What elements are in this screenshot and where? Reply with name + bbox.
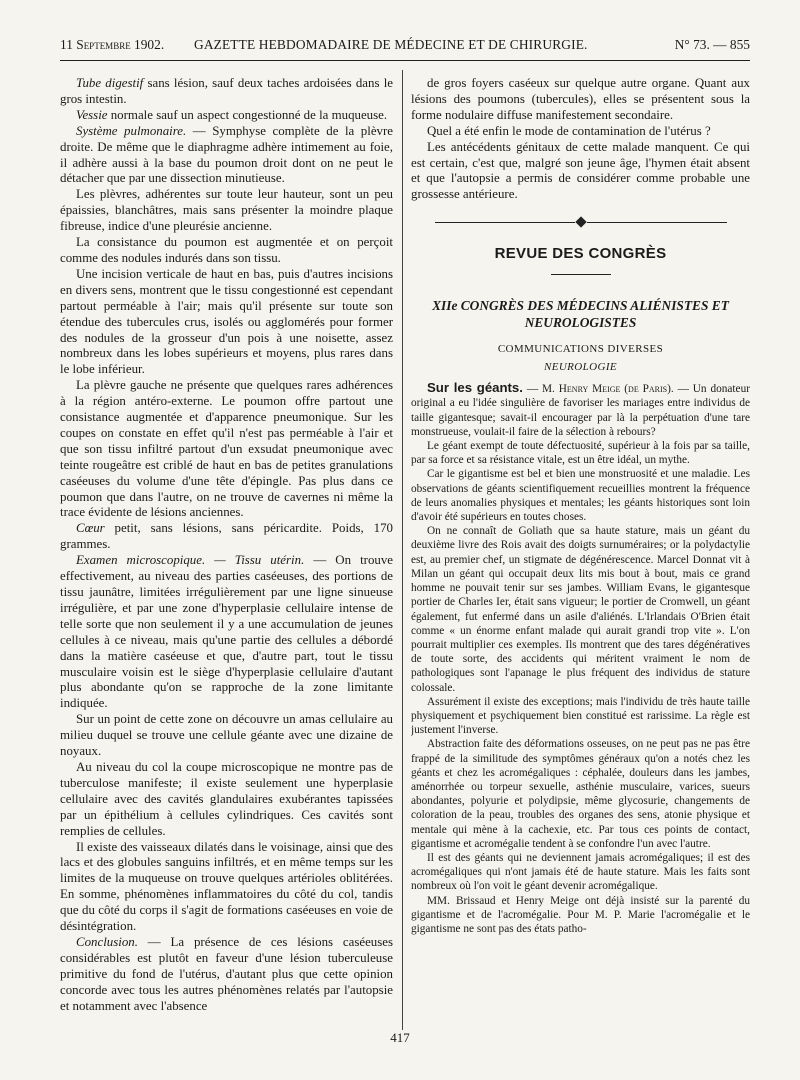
header-issue-number: N° 73. — 855 — [674, 37, 750, 52]
paragraph — [60, 235, 393, 267]
paragraph — [60, 76, 393, 108]
section-title: REVUE DES CONGRÈS — [494, 245, 667, 263]
article-body — [411, 381, 750, 936]
running-header — [60, 34, 750, 56]
page-number: 417 — [390, 1030, 410, 1045]
ornament-line — [435, 222, 575, 223]
paragraph-text: La consistance du poumon est augmentée et on perçoit comme des nodules indurés dans son tissu. — [60, 235, 393, 265]
paragraph-text: — Symphyse complète de la plèvre droite. De même que le diaphragme adhère intimement au foie, il adhère aussi à la base du poumon droit dont on ne peut le détacher que par une dissection minutieuse. — [60, 123, 393, 186]
paragraph: On ne connaît de Goliath que sa haute stature, mais un géant du deuxième livre des Rois avait des doigts surnuméraires; or la polydactylie est, au premier chef, un stigmate de dégénérescence. Marcel Donnat vit à Milan un géant qui occupait deux lits mis bout à bout, mais ce grand homme ne pouvait tenir sur ses jambes. William Evans, le gigantesque portier de Charles Ier, était sans vigueur; le portier de Cromwell, un géant également, fut enfermé dans un asile d'aliénés. L'Irlandais O'Brien était comme « un énorme enfant malade qui aurait grandi trop vite ». L'on pourrait multiplier ces exemples. Ils montrent que des tares dégénératives de toute sorte, des accidents qui méritent vraiment le nom de pathologiques sont l'apanage le plus fréquent des individus de stature colossale. — [411, 525, 750, 694]
header-date: 11 Septembre 1902. — [60, 37, 165, 52]
column-divider — [402, 70, 403, 1030]
paragraph: Quel a été enfin le mode de contamination de l'utérus ? — [427, 123, 711, 138]
right-column — [411, 76, 750, 1046]
paragraph-lead: Examen microscopique. — Tissu utérin. — [76, 553, 305, 568]
title-rule — [551, 274, 611, 275]
paragraph: de gros foyers caséeux sur quelque autre organe. Quant aux lésions des poumons (tubercules), elles se présentent sous la forme nodulaire diffuse manifestement secondaire. — [411, 76, 750, 122]
paragraph-lead: Système pulmonaire. — [76, 123, 187, 138]
paragraph — [60, 553, 393, 712]
paragraph-text: Au niveau du col la coupe microscopique ne montre pas de tuberculose manifeste; il existe seulement une hyperplasie cellulaire avec des cavités glandulaires exubérantes tapissées par un épithélium à cellules cylindriques. Ces cavités sont remplies de cellules. — [60, 759, 393, 838]
subsection-heading: NEUROLOGIE — [543, 361, 618, 374]
communications-heading: COMMUNICATIONS DIVERSES — [497, 343, 664, 356]
paragraph-lead: Tube digestif — [76, 76, 144, 90]
paragraph-text: normale sauf un aspect congestionné de la muqueuse. — [107, 107, 388, 122]
paragraph: Abstraction faite des déformations osseuses, on ne peut pas ne pas être frappé de la similitude des symptômes généraux qu'on a notés chez les géants et chez les acromégaliques : céphalée, douleurs dans les jambes, aménorrhée ou torpeur sexuelle, asthénie musculaire, varices, sueurs abondantes, polyurie et polydipsie, même glycosurie, changements de coloration de la peau, troubles des organes des sens, atonie physique et mentale qui mène à la cachexie, etc. Par tous ces points de contact, gigantisme et acromégalie tendent à se confondre l'un avec l'autre. — [411, 738, 750, 850]
paragraph: Car le gigantisme est bel et bien une monstruosité et une maladie. Les observations de géants scientifiquement recueillies montrent la fréquence de leurs anomalies physiques et mentales; les géants historiques sont loin d'avoir été supérieurs en toutes choses. — [411, 468, 750, 524]
article-author: — M. Henry Meige (de Paris). — — [522, 383, 693, 396]
paragraph-text: Une incision verticale de haut en bas, puis d'autres incisions en divers sens, montrent que le tissu congestionné est cependant partout perméable à l'air; mais qu'il présente sur toute son étendue des tubercules crus, isolés ou agglomérés pour former des nodules de la grosseur d'un pois à une noisette, assez nombreux dans les lobes supérieurs et moyens, plus rares dans le lobe inférieur. — [60, 266, 393, 377]
paragraph-text: Sur un point de cette zone on découvre un amas cellulaire au milieu duquel se trouve une cellule géante avec une dizaine de noyaux. — [60, 712, 393, 759]
paragraph — [60, 712, 393, 760]
paragraph: MM. Brissaud et Henry Meige ont déjà insisté sur la parenté du gigantisme et de l'acromégalie. Pour M. P. Marie l'acromégalie et le gigantisme ne sont pas des états patho- — [411, 894, 750, 935]
paragraph: Assurément il existe des exceptions; mais l'individu de très haute taille physiquement et psychiquement bien constitué est rarissime. La règle est justement l'inverse. — [411, 695, 750, 737]
paragraph-text: — On trouve effectivement, au niveau des parties caséeuses, des portions de tissu jaunâtre, limitées irrégulièrement par une ligne sinueuse irrégulière, et par une zone d'hyperplasie cellulaire intense de telle sorte que non seulement il y a une accumulation de jeunes cellules à ce niveau, mais qu'une partie des cellules a débordé dans la matière caséeuse et que, d'autre part, tout le tissu musculaire voisin est le siège d'hyperplasie cellulaire d'autant plus abondante qu'on se rapproche de la zone limitante indiquée. — [60, 553, 393, 711]
paragraph-text: Un donateur original a eu l'idée singulière de favoriser les mariages entre individus de taille gigantesque; savait-il encourager par là la perpétuation d'une tare monstrueuse, voulait-il faire de la sélection à rebours? — [411, 383, 750, 438]
paragraph: Les antécédents génitaux de cette malade manquent. Ce qui est certain, c'est que, malgré son jeune âge, l'hymen était absent et que l'autopsie a permis de considérer comme probable une grossesse antérieure. — [411, 139, 750, 202]
paragraph: Il est des géants qui ne deviennent jamais acromégaliques; il est des acromégaliques qui n'ont jamais été de haute stature. Mais les faits sont nombreux où l'on voit le géant devenir acromégalique. — [411, 851, 750, 893]
article-lead-paragraph — [411, 381, 750, 439]
paragraph-text: Les plèvres, adhérentes sur toute leur hauteur, sont un peu épaissies, blanchâtres, mais sans présenter la moindre plaque fibreuse, indice d'une pleurésie ancienne. — [60, 187, 393, 234]
paragraph-text: petit, sans lésions, sans péricardite. Poids, 170 grammes. — [60, 521, 393, 552]
paragraph: Le géant exempt de toute défectuosité, supérieur à la fois par sa taille, par sa force et sa résistance vitale, est un être idéal, un mythe. — [411, 440, 750, 467]
paragraph-text: — La présence de ces lésions caséeuses considérables est plutôt en faveur d'une lésion tuberculeuse primitive du fond de l'utérus, d'autant plus que cette opinion concorde avec tous les autres phénomènes relatés par l'autopsie et notamment avec l'absence — [60, 934, 393, 1013]
paragraph-lead: Vessie — [76, 107, 108, 122]
paragraph-lead: Cœur — [76, 521, 105, 536]
paragraph-text: La plèvre gauche ne présente que quelques rares adhérences à la région antéro-externe. Le poumon offre partout une consistance augmentée et d'apparence pneumonique. Sur les coupes on constate en effet qu'il n'est pas perméable à l'air et que son tissu infiltré partout d'un exsudat pneumonique avec teinte rougeâtre est criblé de haut en bas de petites granulations caséeuses du volume d'une tête d'épingle. Pas plus dans ce poumon que dans l'autre, on ne trouve de cavernes ni même la trace évidente de lésions anciennes. — [60, 378, 393, 520]
paragraph — [60, 187, 393, 235]
paragraph-text: sans lésion, sauf deux taches ardoisées dans le gros intestin. — [60, 76, 393, 106]
header-journal-title: GAZETTE HEBDOMADAIRE DE MÉDECINE ET DE CHIRURGIE. — [194, 37, 588, 52]
diamond-icon — [575, 217, 586, 228]
paragraph — [60, 935, 393, 1015]
paragraph — [60, 124, 393, 188]
paragraph — [60, 108, 393, 124]
paragraph — [60, 378, 393, 521]
section-ornament — [411, 213, 750, 229]
paragraph — [60, 521, 393, 553]
paragraph — [60, 760, 393, 840]
left-column — [60, 76, 393, 1036]
paragraph-text: Il existe des vaisseaux dilatés dans le voisinage, ainsi que des lacs et des globules sanguins infiltrés, et en même temps sur les limites de la muqueuse on trouve quelques artérioles oblitérées. En somme, phénomènes inflammatoires du côté du col, tandis que du côté du corps il s'agit de formations caséeuses en voie de désintégration. — [60, 839, 393, 934]
paragraph — [60, 267, 393, 378]
article-heading: Sur les géants. — [427, 380, 523, 396]
header-rule — [60, 60, 750, 61]
congress-title: XIIe CONGRÈS DES MÉDECINS ALIÉNISTES ET NEUROLOGISTES — [432, 298, 729, 331]
ornament-line — [587, 222, 727, 223]
paragraph — [60, 840, 393, 935]
paragraph-lead: Conclusion. — [76, 934, 138, 949]
